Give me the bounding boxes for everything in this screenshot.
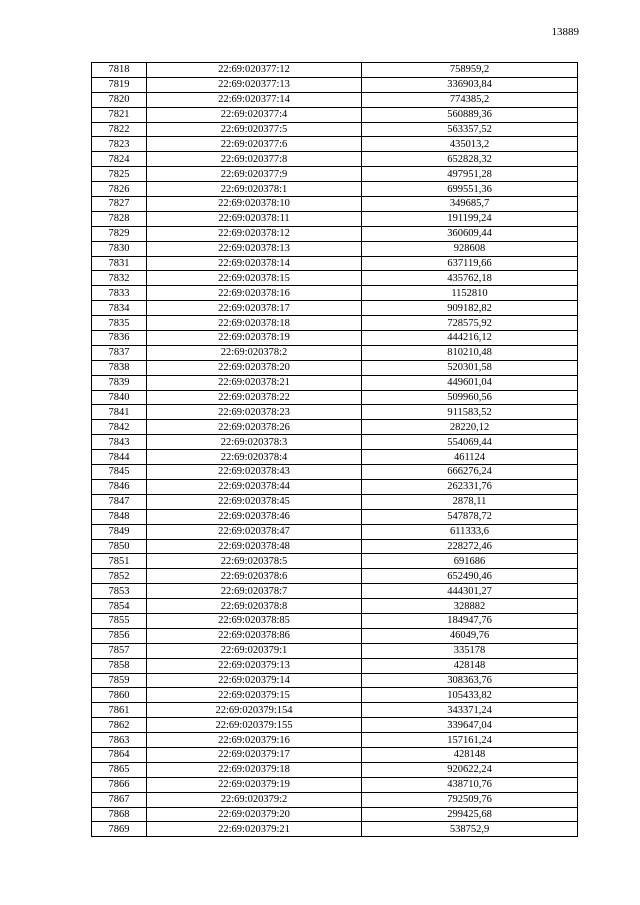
- table-row: [92, 197, 578, 212]
- table-row: [92, 331, 578, 346]
- table-row: [92, 658, 578, 673]
- table-row: [92, 465, 578, 480]
- table-row: [92, 316, 578, 331]
- row-number-cell: 7821: [92, 107, 147, 122]
- cadastral-number-cell: 22:69:020378:6: [147, 569, 362, 584]
- cadastral-number-cell: 22:69:020378:17: [147, 301, 362, 316]
- table-row: [92, 643, 578, 658]
- value-cell: 563357,52: [362, 122, 578, 137]
- cadastral-number-cell: 22:69:020377:8: [147, 152, 362, 167]
- value-cell: 428148: [362, 658, 578, 673]
- row-number-cell: 7864: [92, 747, 147, 762]
- table-row: [92, 479, 578, 494]
- value-cell: 810210,48: [362, 345, 578, 360]
- cadastral-number-cell: 22:69:020378:46: [147, 509, 362, 524]
- cadastral-number-cell: 22:69:020378:44: [147, 479, 362, 494]
- table-row: [92, 747, 578, 762]
- row-number-cell: 7848: [92, 509, 147, 524]
- table-row: [92, 211, 578, 226]
- row-number-cell: 7861: [92, 703, 147, 718]
- cadastral-number-cell: 22:69:020378:1: [147, 182, 362, 197]
- row-number-cell: 7845: [92, 465, 147, 480]
- cadastral-number-cell: 22:69:020378:45: [147, 494, 362, 509]
- value-cell: 191199,24: [362, 211, 578, 226]
- value-cell: 157161,24: [362, 733, 578, 748]
- value-cell: 308363,76: [362, 673, 578, 688]
- table-row: [92, 107, 578, 122]
- cadastral-number-cell: 22:69:020378:22: [147, 390, 362, 405]
- table-row: [92, 256, 578, 271]
- table-row: [92, 390, 578, 405]
- row-number-cell: 7829: [92, 226, 147, 241]
- cadastral-number-cell: 22:69:020379:1: [147, 643, 362, 658]
- table-row: [92, 450, 578, 465]
- cadastral-number-cell: 22:69:020378:7: [147, 584, 362, 599]
- value-cell: 509960,56: [362, 390, 578, 405]
- cadastral-value-table: [91, 62, 578, 837]
- value-cell: 909182,82: [362, 301, 578, 316]
- row-number-cell: 7836: [92, 331, 147, 346]
- value-cell: 444301,27: [362, 584, 578, 599]
- value-cell: 547878,72: [362, 509, 578, 524]
- value-cell: 497951,28: [362, 167, 578, 182]
- table-row: [92, 703, 578, 718]
- row-number-cell: 7832: [92, 271, 147, 286]
- row-number-cell: 7844: [92, 450, 147, 465]
- row-number-cell: 7840: [92, 390, 147, 405]
- cadastral-number-cell: 22:69:020379:155: [147, 718, 362, 733]
- cadastral-number-cell: 22:69:020377:13: [147, 77, 362, 92]
- table-row: [92, 137, 578, 152]
- row-number-cell: 7868: [92, 807, 147, 822]
- table-row: [92, 688, 578, 703]
- cadastral-number-cell: 22:69:020378:85: [147, 613, 362, 628]
- cadastral-number-cell: 22:69:020378:12: [147, 226, 362, 241]
- value-cell: 911583,52: [362, 405, 578, 420]
- table-row: [92, 167, 578, 182]
- value-cell: 449601,04: [362, 375, 578, 390]
- row-number-cell: 7837: [92, 345, 147, 360]
- cadastral-number-cell: 22:69:020378:3: [147, 435, 362, 450]
- cadastral-number-cell: 22:69:020378:13: [147, 241, 362, 256]
- cadastral-number-cell: 22:69:020378:10: [147, 197, 362, 212]
- value-cell: 728575,92: [362, 316, 578, 331]
- value-cell: 28220,12: [362, 420, 578, 435]
- cadastral-number-cell: 22:69:020379:2: [147, 792, 362, 807]
- table-row: [92, 807, 578, 822]
- table-row: [92, 599, 578, 614]
- table-row: [92, 405, 578, 420]
- value-cell: 328882: [362, 599, 578, 614]
- row-number-cell: 7825: [92, 167, 147, 182]
- cadastral-number-cell: 22:69:020379:20: [147, 807, 362, 822]
- row-number-cell: 7858: [92, 658, 147, 673]
- table-body: [92, 63, 578, 837]
- table-row: [92, 271, 578, 286]
- row-number-cell: 7867: [92, 792, 147, 807]
- row-number-cell: 7823: [92, 137, 147, 152]
- table-row: [92, 77, 578, 92]
- table-row: [92, 554, 578, 569]
- row-number-cell: 7843: [92, 435, 147, 450]
- table-row: [92, 63, 578, 78]
- row-number-cell: 7842: [92, 420, 147, 435]
- row-number-cell: 7853: [92, 584, 147, 599]
- value-cell: 520301,58: [362, 360, 578, 375]
- cadastral-number-cell: 22:69:020377:4: [147, 107, 362, 122]
- cadastral-number-cell: 22:69:020378:19: [147, 331, 362, 346]
- value-cell: 652828,32: [362, 152, 578, 167]
- cadastral-number-cell: 22:69:020378:26: [147, 420, 362, 435]
- row-number-cell: 7835: [92, 316, 147, 331]
- cadastral-number-cell: 22:69:020377:6: [147, 137, 362, 152]
- table-row: [92, 494, 578, 509]
- table-row: [92, 792, 578, 807]
- table-row: [92, 509, 578, 524]
- row-number-cell: 7819: [92, 77, 147, 92]
- table-row: [92, 673, 578, 688]
- table-row: [92, 345, 578, 360]
- value-cell: 349685,7: [362, 197, 578, 212]
- value-cell: 428148: [362, 747, 578, 762]
- cadastral-number-cell: 22:69:020378:5: [147, 554, 362, 569]
- row-number-cell: 7822: [92, 122, 147, 137]
- value-cell: 554069,44: [362, 435, 578, 450]
- cadastral-number-cell: 22:69:020378:14: [147, 256, 362, 271]
- cadastral-number-cell: 22:69:020379:18: [147, 762, 362, 777]
- page-number: 13889: [551, 26, 579, 38]
- value-cell: 928608: [362, 241, 578, 256]
- row-number-cell: 7827: [92, 197, 147, 212]
- row-number-cell: 7852: [92, 569, 147, 584]
- row-number-cell: 7847: [92, 494, 147, 509]
- value-cell: 792509,76: [362, 792, 578, 807]
- cadastral-number-cell: 22:69:020378:16: [147, 286, 362, 301]
- value-cell: 335178: [362, 643, 578, 658]
- row-number-cell: 7859: [92, 673, 147, 688]
- cadastral-number-cell: 22:69:020378:86: [147, 628, 362, 643]
- table-row: [92, 122, 578, 137]
- table-row: [92, 286, 578, 301]
- cadastral-number-cell: 22:69:020377:14: [147, 92, 362, 107]
- value-cell: 435762,18: [362, 271, 578, 286]
- value-cell: 538752,9: [362, 822, 578, 837]
- value-cell: 758959,2: [362, 63, 578, 78]
- value-cell: 637119,66: [362, 256, 578, 271]
- table-row: [92, 360, 578, 375]
- cadastral-number-cell: 22:69:020379:16: [147, 733, 362, 748]
- table-row: [92, 539, 578, 554]
- cadastral-number-cell: 22:69:020378:11: [147, 211, 362, 226]
- value-cell: 339647,04: [362, 718, 578, 733]
- row-number-cell: 7834: [92, 301, 147, 316]
- cadastral-number-cell: 22:69:020378:2: [147, 345, 362, 360]
- cadastral-number-cell: 22:69:020379:13: [147, 658, 362, 673]
- row-number-cell: 7820: [92, 92, 147, 107]
- row-number-cell: 7862: [92, 718, 147, 733]
- table-row: [92, 241, 578, 256]
- value-cell: 1152810: [362, 286, 578, 301]
- value-cell: 105433,82: [362, 688, 578, 703]
- row-number-cell: 7857: [92, 643, 147, 658]
- value-cell: 691686: [362, 554, 578, 569]
- table-row: [92, 420, 578, 435]
- table-row: [92, 226, 578, 241]
- table-row: [92, 524, 578, 539]
- value-cell: 444216,12: [362, 331, 578, 346]
- table-row: [92, 152, 578, 167]
- cadastral-number-cell: 22:69:020378:21: [147, 375, 362, 390]
- row-number-cell: 7869: [92, 822, 147, 837]
- table-row: [92, 375, 578, 390]
- cadastral-number-cell: 22:69:020377:12: [147, 63, 362, 78]
- value-cell: 360609,44: [362, 226, 578, 241]
- value-cell: 184947,76: [362, 613, 578, 628]
- cadastral-number-cell: 22:69:020379:17: [147, 747, 362, 762]
- cadastral-number-cell: 22:69:020379:14: [147, 673, 362, 688]
- value-cell: 2878,11: [362, 494, 578, 509]
- cadastral-number-cell: 22:69:020379:15: [147, 688, 362, 703]
- value-cell: 560889,36: [362, 107, 578, 122]
- row-number-cell: 7833: [92, 286, 147, 301]
- cadastral-number-cell: 22:69:020379:19: [147, 777, 362, 792]
- table-row: [92, 569, 578, 584]
- row-number-cell: 7855: [92, 613, 147, 628]
- cadastral-number-cell: 22:69:020378:23: [147, 405, 362, 420]
- row-number-cell: 7826: [92, 182, 147, 197]
- row-number-cell: 7824: [92, 152, 147, 167]
- value-cell: 666276,24: [362, 465, 578, 480]
- value-cell: 299425,68: [362, 807, 578, 822]
- table-row: [92, 628, 578, 643]
- value-cell: 652490,46: [362, 569, 578, 584]
- row-number-cell: 7863: [92, 733, 147, 748]
- table-row: [92, 301, 578, 316]
- value-cell: 611333,6: [362, 524, 578, 539]
- cadastral-number-cell: 22:69:020378:47: [147, 524, 362, 539]
- table-row: [92, 762, 578, 777]
- cadastral-number-cell: 22:69:020378:15: [147, 271, 362, 286]
- table-row: [92, 435, 578, 450]
- value-cell: 435013,2: [362, 137, 578, 152]
- row-number-cell: 7865: [92, 762, 147, 777]
- row-number-cell: 7838: [92, 360, 147, 375]
- value-cell: 46049,76: [362, 628, 578, 643]
- table-row: [92, 777, 578, 792]
- value-cell: 920622,24: [362, 762, 578, 777]
- row-number-cell: 7846: [92, 479, 147, 494]
- row-number-cell: 7831: [92, 256, 147, 271]
- table-row: [92, 822, 578, 837]
- table-row: [92, 718, 578, 733]
- row-number-cell: 7839: [92, 375, 147, 390]
- cadastral-number-cell: 22:69:020379:21: [147, 822, 362, 837]
- row-number-cell: 7851: [92, 554, 147, 569]
- row-number-cell: 7866: [92, 777, 147, 792]
- table-row: [92, 733, 578, 748]
- value-cell: 336903,84: [362, 77, 578, 92]
- table-row: [92, 584, 578, 599]
- value-cell: 262331,76: [362, 479, 578, 494]
- value-cell: 343371,24: [362, 703, 578, 718]
- cadastral-number-cell: 22:69:020378:43: [147, 465, 362, 480]
- row-number-cell: 7841: [92, 405, 147, 420]
- row-number-cell: 7854: [92, 599, 147, 614]
- row-number-cell: 7830: [92, 241, 147, 256]
- row-number-cell: 7849: [92, 524, 147, 539]
- row-number-cell: 7856: [92, 628, 147, 643]
- cadastral-number-cell: 22:69:020378:48: [147, 539, 362, 554]
- row-number-cell: 7860: [92, 688, 147, 703]
- cadastral-number-cell: 22:69:020379:154: [147, 703, 362, 718]
- cadastral-number-cell: 22:69:020377:9: [147, 167, 362, 182]
- row-number-cell: 7850: [92, 539, 147, 554]
- row-number-cell: 7828: [92, 211, 147, 226]
- cadastral-number-cell: 22:69:020378:4: [147, 450, 362, 465]
- table-row: [92, 182, 578, 197]
- value-cell: 461124: [362, 450, 578, 465]
- row-number-cell: 7818: [92, 63, 147, 78]
- value-cell: 438710,76: [362, 777, 578, 792]
- value-cell: 699551,36: [362, 182, 578, 197]
- table-row: [92, 92, 578, 107]
- value-cell: 228272,46: [362, 539, 578, 554]
- cadastral-number-cell: 22:69:020378:18: [147, 316, 362, 331]
- cadastral-number-cell: 22:69:020378:20: [147, 360, 362, 375]
- value-cell: 774385,2: [362, 92, 578, 107]
- cadastral-number-cell: 22:69:020377:5: [147, 122, 362, 137]
- table-row: [92, 613, 578, 628]
- cadastral-number-cell: 22:69:020378:8: [147, 599, 362, 614]
